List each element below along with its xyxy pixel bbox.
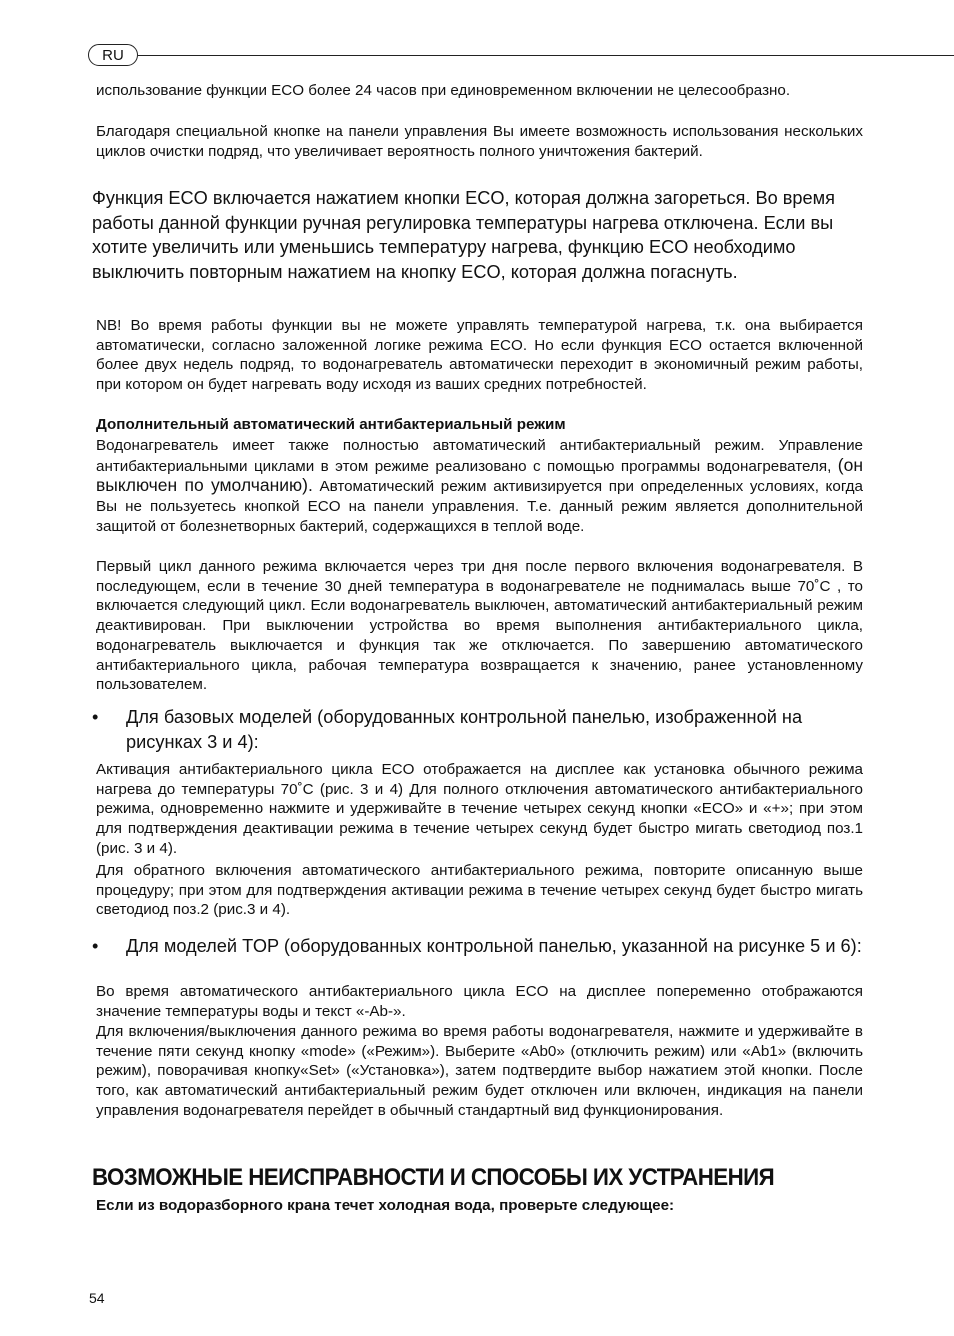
top-models-paragraph-1: Во время автоматического антибактериального цикла ECO на дисплее попеременно отображаются значение температуры воды и текст «-Ab-». [96, 983, 863, 1020]
antibacterial-paragraph-1 [96, 436, 863, 537]
intro-paragraph-1: использование функции ECO более 24 часов при единовременном включении не целесообразно. [96, 82, 791, 99]
bullet-base-models: • [92, 707, 99, 727]
page-number: 54 [89, 1290, 105, 1306]
language-badge [88, 44, 138, 66]
antibacterial-text-a: Водонагреватель имеет также полностью автоматический антибактериальный режим. Управление антибактериальными циклами в этом режиме реализовано с помощью программы водонагревателя, [96, 437, 863, 475]
troubleshooting-title: ВОЗМОЖНЫЕ НЕИСПРАВНОСТИ И СПОСОБЫ ИХ УСТРАНЕНИЯ [92, 1164, 775, 1191]
top-models-paragraph-2: Для включения/выключения данного режима во время работы водонагревателя, нажмите и удерживайте в течение пяти секунд кнопку «mode» («Режим»). Выберите «Ab0» (отключить режим) или «Ab1» (включить режим), поворачивая кнопку«Set» («Установка»), затем подтвердите выбор нажатием этой кнопки. После того, как автоматический антибактериальный режим будет отключен или включен, индикация на панели управления водонагревателя перейдет в обычный стандартный вид функционирования. [96, 1023, 863, 1119]
troubleshooting-subtitle: Если из водоразборного крана течет холодная вода, проверьте следующее: [96, 1197, 675, 1214]
base-models-paragraph-1: Активация антибактериального цикла ECO отображается на дисплее как установка обычного режима нагрева до температуры 70˚С (рис. 3 и 4) Для полного отключения автоматического антибактериального режима, одновременно нажмите и удерживайте в течение четырех секунд кнопки «ECO» и «+»; при этом для подтверждения деактивации режима в течение четырех секунд будет быстро мигать светодиод поз.1 (рис. 3 и 4). [96, 761, 863, 857]
eco-paragraph: Функция ECO включается нажатием кнопки ECO, которая должна загореться. Во время работы данной функции ручная регулировка температуры нагрева отключена. Если вы хотите увеличить или уменьшись температуру нагрева, функцию ECO необходимо выключить повторным нажатием на кнопку ECO, которая должна погаснуть. [92, 188, 836, 282]
language-code: RU [102, 46, 124, 64]
base-models-heading: Для базовых моделей (оборудованных контрольной панелью, изображенной на рисунках 3 и 4): [126, 707, 803, 752]
header-rule [138, 55, 954, 56]
antibacterial-text-b: Автоматический режим активизируется при определенных условиях, когда Вы не пользуетесь кнопкой ECO на панели управления. Т.е. данный режим является дополнительной защитой от болезнетворных бактерий, содержащихся в теплой воде. [96, 478, 863, 535]
bullet-top-models: • [92, 936, 99, 956]
base-models-paragraph-2: Для обратного включения автоматического антибактериального режима, повторите описанную выше процедуру; при этом для подтверждения активации режима в течение четырех секунд будет быстро мигать светодиод поз.2 (рис.3 и 4). [96, 862, 863, 919]
top-models-heading: Для моделей TOP (оборудованных контрольной панелью, указанной на рисунке 5 и 6): [126, 936, 862, 956]
nb-paragraph: NB! Во время работы функции вы не можете управлять температурой нагрева, т.к. она выбирается автоматически, согласно заложенной логике режима ECO. Но если функция ECO остается включенной более двух недель подряд, то водонагреватель автоматически переходит в экономичный режим работы, при котором он будет нагревать воду исходя из ваших средних потребностей. [96, 317, 863, 394]
antibacterial-paragraph-2: Первый цикл данного режима включается через три дня после первого включения водонагревателя. В последующем, если в течение 30 дней температура в водонагревателе не поднималась выше 70˚С , то включается следующий цикл. Если водонагреватель выключен, автоматический антибактериальный режим деактивирован. При выключении устройства во время выполнения антибактериального цикла, водонагреватель выключается и функция так же отключается. По завершению автоматического антибактериального цикла, рабочая температура возвращается к значению, ранее установленному пользователем. [96, 558, 863, 694]
intro-paragraph-2: Благодаря специальной кнопке на панели управления Вы имеете возможность использования нескольких циклов очистки подряд, что увеличивает вероятность полного уничтожения бактерий. [96, 123, 863, 160]
antibacterial-default-note: (он выключен по умолчанию). [96, 454, 863, 496]
antibacterial-heading: Дополнительный автоматический антибактериальный режим [96, 416, 566, 433]
